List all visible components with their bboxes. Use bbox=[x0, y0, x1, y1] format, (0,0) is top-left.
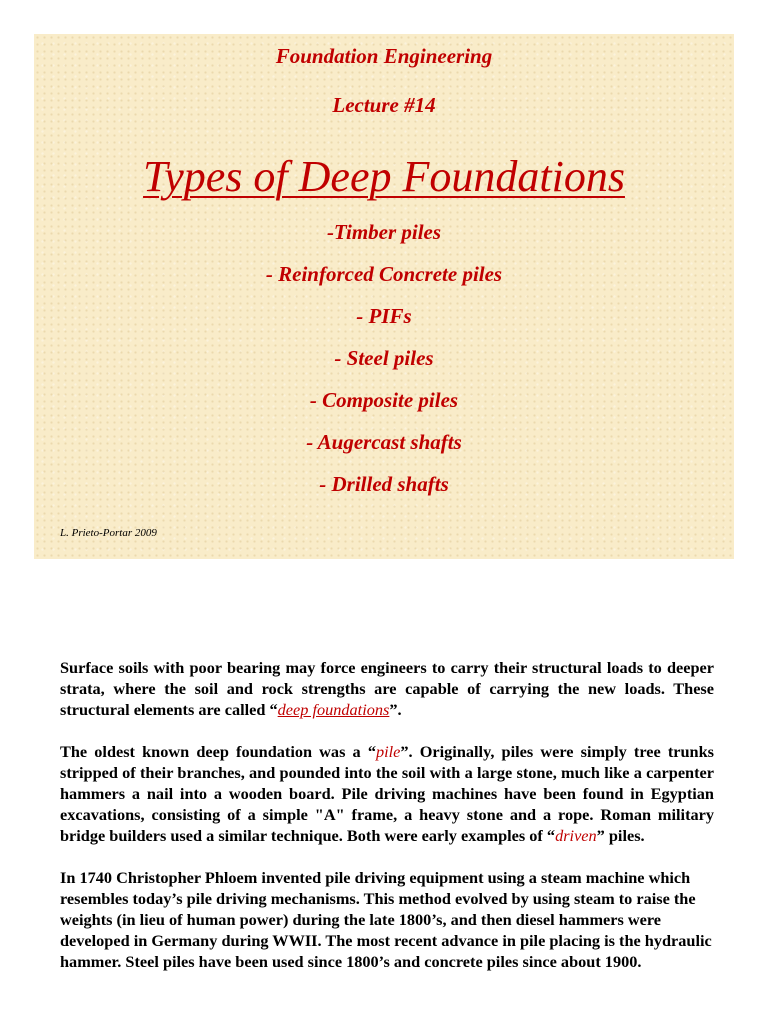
list-item: - PIFs bbox=[356, 304, 412, 328]
list-item: - Augercast shafts bbox=[306, 430, 462, 454]
paragraph-text: ” piles. bbox=[596, 826, 645, 845]
course-title: Foundation Engineering bbox=[275, 44, 493, 68]
term-pile: pile bbox=[375, 742, 401, 761]
list-item: - Steel piles bbox=[334, 346, 434, 370]
term-driven: driven bbox=[555, 826, 597, 845]
term-deep-foundations: deep foundations bbox=[277, 700, 390, 719]
list-item: -Timber piles bbox=[326, 220, 442, 244]
lecture-slide bbox=[34, 34, 734, 559]
paragraph-deep-foundations bbox=[60, 657, 714, 720]
paragraph-pile-driving-equipment: In 1740 Christopher Phloem invented pile driving equipment using a steam machine which resembles today’s pile driving mechanisms. This method evolved by using steam to raise the weights (in lieu of human power) during the late 1800’s, and then diesel hammers were developed in Germany during WWII. The most recent advance in pile placing is the hydraulic hammer. Steel piles have been used since 1800’s and concrete piles since about 1900. bbox=[60, 868, 712, 971]
slide-title: Types of Deep Foundations bbox=[143, 152, 625, 201]
foundation-types-list bbox=[34, 218, 734, 512]
paragraph-text: ”. Originally, piles were simply tree trunks stripped of their branches, and pounded into the soil with a large stone, much like a carpenter hammers a nail into a wooden board. Pile driving machines have been found in Egyptian excavations, consisting of a simple "A" frame, a heavy stone and a rope. Roman military bridge builders used a similar technique. Both were early examples of “ bbox=[60, 742, 714, 845]
lecture-number: Lecture #14 bbox=[332, 93, 436, 117]
paragraph-text: The oldest known deep foundation was a “ bbox=[60, 742, 376, 761]
slide-credit: L. Prieto-Portar 2009 bbox=[60, 527, 157, 539]
list-item: - Composite piles bbox=[309, 388, 459, 412]
list-item: - Drilled shafts bbox=[319, 472, 449, 496]
paragraph-pile-history bbox=[60, 741, 714, 846]
list-item: - Reinforced Concrete piles bbox=[265, 262, 503, 286]
body-text bbox=[60, 657, 714, 993]
paragraph-text: Surface soils with poor bearing may force engineers to carry their structural loads to deeper strata, where the soil and rock strengths are capable of carrying the new loads. These structural elements are called “ bbox=[60, 658, 714, 719]
paragraph-text: ”. bbox=[389, 700, 402, 719]
